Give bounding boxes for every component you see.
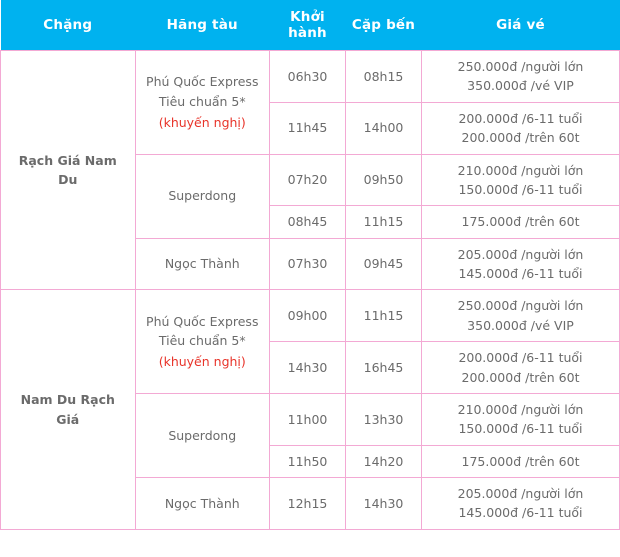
table-header-row: [1, 0, 620, 51]
fare-line: 145.000đ /6-11 tuổi: [458, 266, 583, 281]
arrival-time-cell: 14h20: [346, 445, 422, 477]
arrival-time-cell: 13h30: [346, 393, 422, 445]
fare-cell: [422, 342, 620, 394]
fare-cell: [422, 478, 620, 530]
fare-cell: [422, 290, 620, 342]
company-name-cell: [135, 154, 270, 238]
arrival-time-cell: 08h15: [346, 51, 422, 103]
departure-time-cell: 12h15: [270, 478, 346, 530]
company-name-line: Tiêu chuẩn 5*: [158, 332, 246, 348]
fare-line: 175.000đ /trên 60t: [461, 453, 580, 469]
fare-line: 210.000đ /người lớn: [457, 162, 584, 178]
arrival-time-cell: 14h30: [346, 478, 422, 530]
fare-cell: [422, 445, 620, 477]
fare-line: 205.000đ /người lớn: [457, 486, 584, 501]
fare-line: 175.000đ /trên 60t: [461, 214, 580, 230]
fare-cell: [422, 51, 620, 103]
fare-line: 200.000đ /trên 60t: [461, 369, 580, 385]
fare-cell: [422, 238, 620, 290]
fare-line: 250.000đ /người lớn: [457, 298, 584, 314]
fare-line: 150.000đ /6-11 tuổi: [458, 181, 583, 197]
fare-cell: [422, 393, 620, 445]
column-header-route: Chặng: [1, 0, 136, 51]
column-header-arrival: Cặp bến: [346, 0, 422, 51]
route-name-cell: Nam Du Rạch Giá: [1, 290, 136, 529]
company-name-line: Superdong: [168, 427, 237, 443]
arrival-time-cell: 16h45: [346, 342, 422, 394]
fare-line: 205.000đ /người lớn: [457, 246, 584, 262]
fare-line: 200.000đ /6-11 tuổi: [458, 350, 583, 366]
fare-line: 200.000đ /trên 60t: [461, 130, 580, 146]
company-name-line: Ngọc Thành: [164, 256, 240, 272]
company-name-line: Phú Quốc Express: [146, 74, 259, 90]
company-name-cell: [135, 478, 270, 530]
column-header-fare: Giá vé: [422, 0, 620, 51]
arrival-time-cell: 09h50: [346, 154, 422, 206]
company-name-line: Superdong: [168, 188, 237, 204]
arrival-time-cell: 11h15: [346, 290, 422, 342]
fare-line: 350.000đ /vé VIP: [467, 317, 574, 333]
fare-line: 250.000đ /người lớn: [457, 59, 584, 74]
company-name-line: Phú Quốc Express: [146, 313, 259, 329]
fare-line: 200.000đ /6-11 tuổi: [458, 110, 583, 126]
column-header-departure: Khởi hành: [270, 0, 346, 51]
departure-time-cell: 11h45: [270, 102, 346, 154]
table-header: [1, 0, 620, 51]
fare-line: 210.000đ /người lớn: [457, 401, 584, 417]
departure-time-cell: 14h30: [270, 342, 346, 394]
fare-cell: [422, 154, 620, 206]
fare-line: 150.000đ /6-11 tuổi: [458, 421, 583, 437]
company-name-cell: [135, 393, 270, 477]
departure-time-cell: 07h30: [270, 238, 346, 290]
fare-cell: [422, 102, 620, 154]
arrival-time-cell: 09h45: [346, 238, 422, 290]
company-recommendation-note: (khuyến nghị): [158, 114, 246, 130]
departure-time-cell: 07h20: [270, 154, 346, 206]
company-name-cell: [135, 290, 270, 394]
departure-time-cell: 08h45: [270, 206, 346, 238]
arrival-time-cell: 14h00: [346, 102, 422, 154]
company-name-line: Ngọc Thành: [164, 495, 240, 511]
fare-line: 145.000đ /6-11 tuổi: [458, 505, 583, 521]
departure-time-cell: 09h00: [270, 290, 346, 342]
column-header-company: Hãng tàu: [135, 0, 270, 51]
company-recommendation-note: (khuyến nghị): [158, 354, 246, 370]
company-name-cell: [135, 238, 270, 290]
table-row: [1, 290, 620, 342]
arrival-time-cell: 11h15: [346, 206, 422, 238]
departure-time-cell: 06h30: [270, 51, 346, 103]
company-name-cell: [135, 51, 270, 155]
fare-line: 350.000đ /vé VIP: [467, 78, 574, 94]
table-body: [1, 51, 620, 530]
table-row: [1, 51, 620, 103]
route-name-cell: Rạch Giá Nam Du: [1, 51, 136, 290]
company-name-line: Tiêu chuẩn 5*: [158, 93, 246, 109]
fare-cell: [422, 206, 620, 238]
departure-time-cell: 11h00: [270, 393, 346, 445]
departure-time-cell: 11h50: [270, 445, 346, 477]
